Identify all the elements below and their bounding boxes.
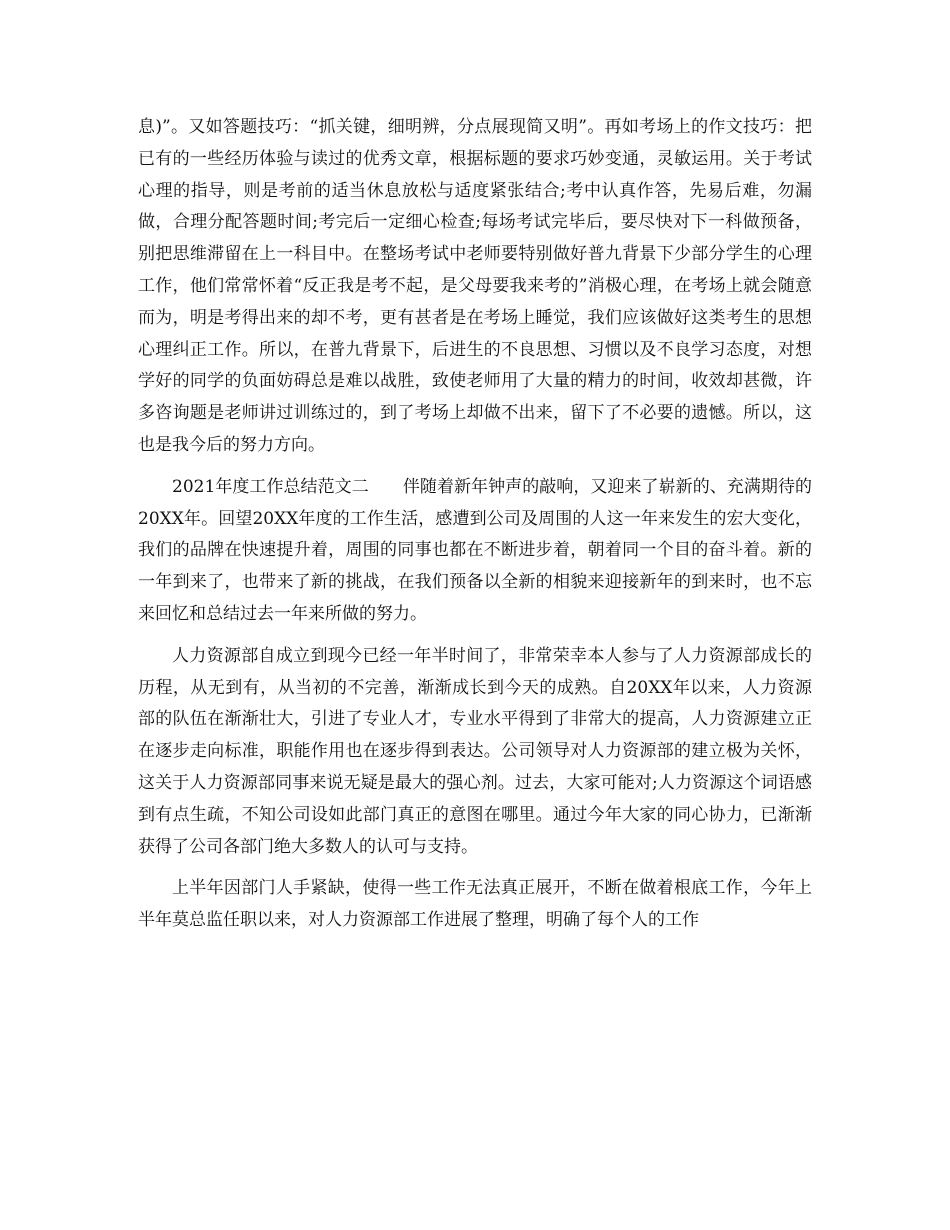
paragraph-first-half-year: 上半年因部门人手紧缺，使得一些工作无法真正展开，不断在做着根底工作，今年上半年莫总监任职以来，对人力资源部工作进展了整理，明确了每个人的工作 bbox=[138, 878, 812, 931]
paragraph-summary-intro: 2021年度工作总结范文二 伴随着新年钟声的敲响，又迎来了崭新的、充满期待的20XX年。回望20XX年度的工作生活，感遭到公司及周围的人这一年来发生的宏大变化，我们的品牌在快速提升着，周围的同事也都在不断进步着，朝着同一个目的奋斗着。新的一年到来了，也带来了新的挑战，在我们预备以全新的相貌来迎接新年的到来时，也不忘来回忆和总结过去一年来所做的努力。 bbox=[138, 476, 812, 624]
document-body bbox=[138, 112, 812, 937]
paragraph-hr-department: 人力资源部自成立到现今已经一年半时间了，非常荣幸本人参与了人力资源部成长的历程，从无到有，从当初的不完善，渐渐成长到今天的成熟。自20XX年以来，人力资源部的队伍在渐渐壮大，引进了专业人才，专业水平得到了非常大的提高，人力资源建立正在逐步走向标准，职能作用也在逐步得到表达。公司领导对人力资源部的建立极为关怀，这关于人力资源部同事来说无疑是最大的强心剂。过去，大家可能对;人力资源这个词语感到有点生疏，不知公司设如此部门真正的意图在哪里。通过今年大家的同心协力，已渐渐获得了公司各部门绝大多数人的认可与支持。 bbox=[138, 645, 812, 857]
paragraph-exam-guidance: 息)”。又如答题技巧：“抓关键，细明辨，分点展现简又明”。再如考场上的作文技巧：把已有的一些经历体验与读过的优秀文章，根据标题的要求巧妙变通，灵敏运用。关于考试心理的指导，则是考前的适当休息放松与适度紧张结合;考中认真作答，先易后难，勿漏做，合理分配答题时间;考完后一定细心检查;每场考试完毕后，要尽快对下一科做预备，别把思维滞留在上一科目中。在整场考试中老师要特别做好普九背景下少部分学生的心理工作，他们常常怀着“反正我是考不起，是父母要我来考的”消极心理，在考场上就会随意而为，明是考得出来的却不考，更有甚者是在考场上睡觉，我们应该做好这类考生的思想心理纠正工作。所以，在普九背景下，后进生的不良思想、习惯以及不良学习态度，对想学好的同学的负面妨碍总是难以战胜，致使老师用了大量的精力的时间，收效却甚微，许多咨询题是老师讲过训练过的，到了考场上却做不出来，留下了不必要的遗憾。所以，这也是我今后的努力方向。 bbox=[138, 117, 812, 455]
